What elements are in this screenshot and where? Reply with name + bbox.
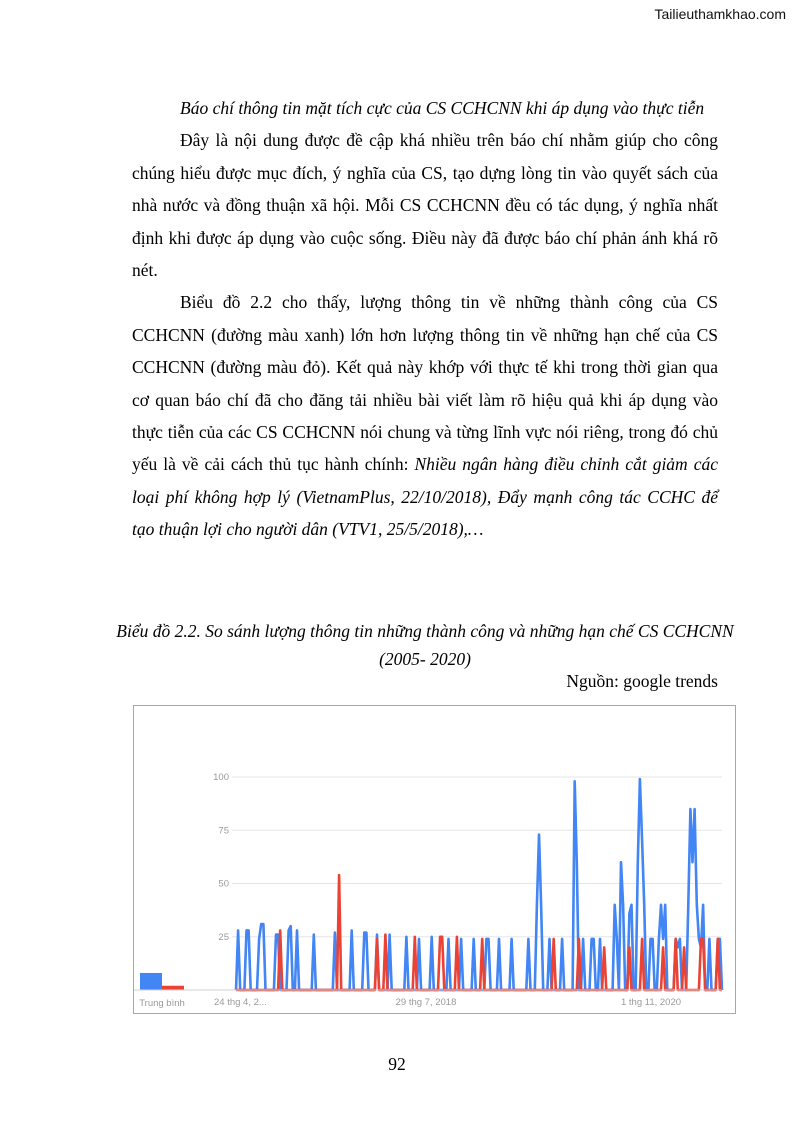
gridlines — [232, 777, 722, 937]
y-tick-label-100: 100 — [213, 772, 229, 783]
google-trends-chart — [133, 705, 736, 1014]
average-bar-blue — [140, 973, 162, 990]
y-tick-label-75: 75 — [218, 825, 229, 837]
x-tick-label-1: 24 thg 4, 2... — [214, 997, 267, 1008]
figure-source: Nguồn: google trends — [566, 671, 718, 691]
paragraph-2 — [132, 286, 718, 545]
section-heading: Báo chí thông tin mặt tích cực của CS CCHCNN khi áp dụng vào thực tiễn — [180, 98, 705, 118]
body-text — [132, 92, 718, 546]
x-tick-label-3: 1 thg 11, 2020 — [620, 997, 682, 1008]
series-lines — [236, 779, 722, 990]
y-axis-ticks — [213, 772, 229, 943]
x-tick-label-2: 29 thg 7, 2018 — [395, 997, 457, 1008]
watermark: Tailieuthamkhao.com — [654, 6, 786, 22]
y-tick-label-50: 50 — [218, 878, 229, 890]
x-axis-ticks — [214, 997, 681, 1008]
paragraph-1: Đây là nội dung được đề cập khá nhiều trên báo chí nhằm giúp cho công chúng hiểu được mục đích, ý nghĩa của CS, tạo dựng lòng tin vào quyết sách của nhà nước và đồng thuận xã hội. Mỗi CS CCHCNN đều có tác dụng, ý nghĩa nhất định khi được áp dụng vào cuộc sống. Điều này đã được báo chí phản ánh khá rõ nét. — [132, 130, 718, 281]
page-number: 92 — [388, 1054, 406, 1074]
figure-caption: Biểu đồ 2.2. So sánh lượng thông tin những thành công và những hạn chế CS CCHCNN (2005- 2020) — [116, 621, 734, 669]
average-bar-red — [162, 986, 184, 990]
chart-canvas — [134, 706, 737, 1015]
average-bars — [140, 973, 184, 990]
y-tick-label-25: 25 — [218, 931, 229, 943]
paragraph-2-text: Biểu đồ 2.2 cho thấy, lượng thông tin về những thành công của CS CCHCNN (đường màu xanh) lớn hơn lượng thông tin về những hạn chế của CS CCHCNN (đường màu đỏ). Kết quả này khớp với thực tế khi trong thời gian qua cơ quan báo chí đã cho đăng tải nhiều bài viết làm rõ hiệu quả khi áp dụng vào thực tiễn của các CS CCHCNN nói chung và từng lĩnh vực nói riêng, trong đó chủ yếu là về cải cách thủ tục hành chính: — [132, 292, 718, 475]
paragraph-2-examples: Nhiều ngân hàng điều chỉnh cắt giảm các loại phí không hợp lý (VietnamPlus, 22/10/2018), Đẩy mạnh công tác CCHC để tạo thuận lợi cho người dân (VTV1, 25/5/2018),… — [132, 454, 718, 540]
series-line-blue — [236, 779, 722, 990]
legend-average-label: Trung bình — [139, 998, 185, 1009]
